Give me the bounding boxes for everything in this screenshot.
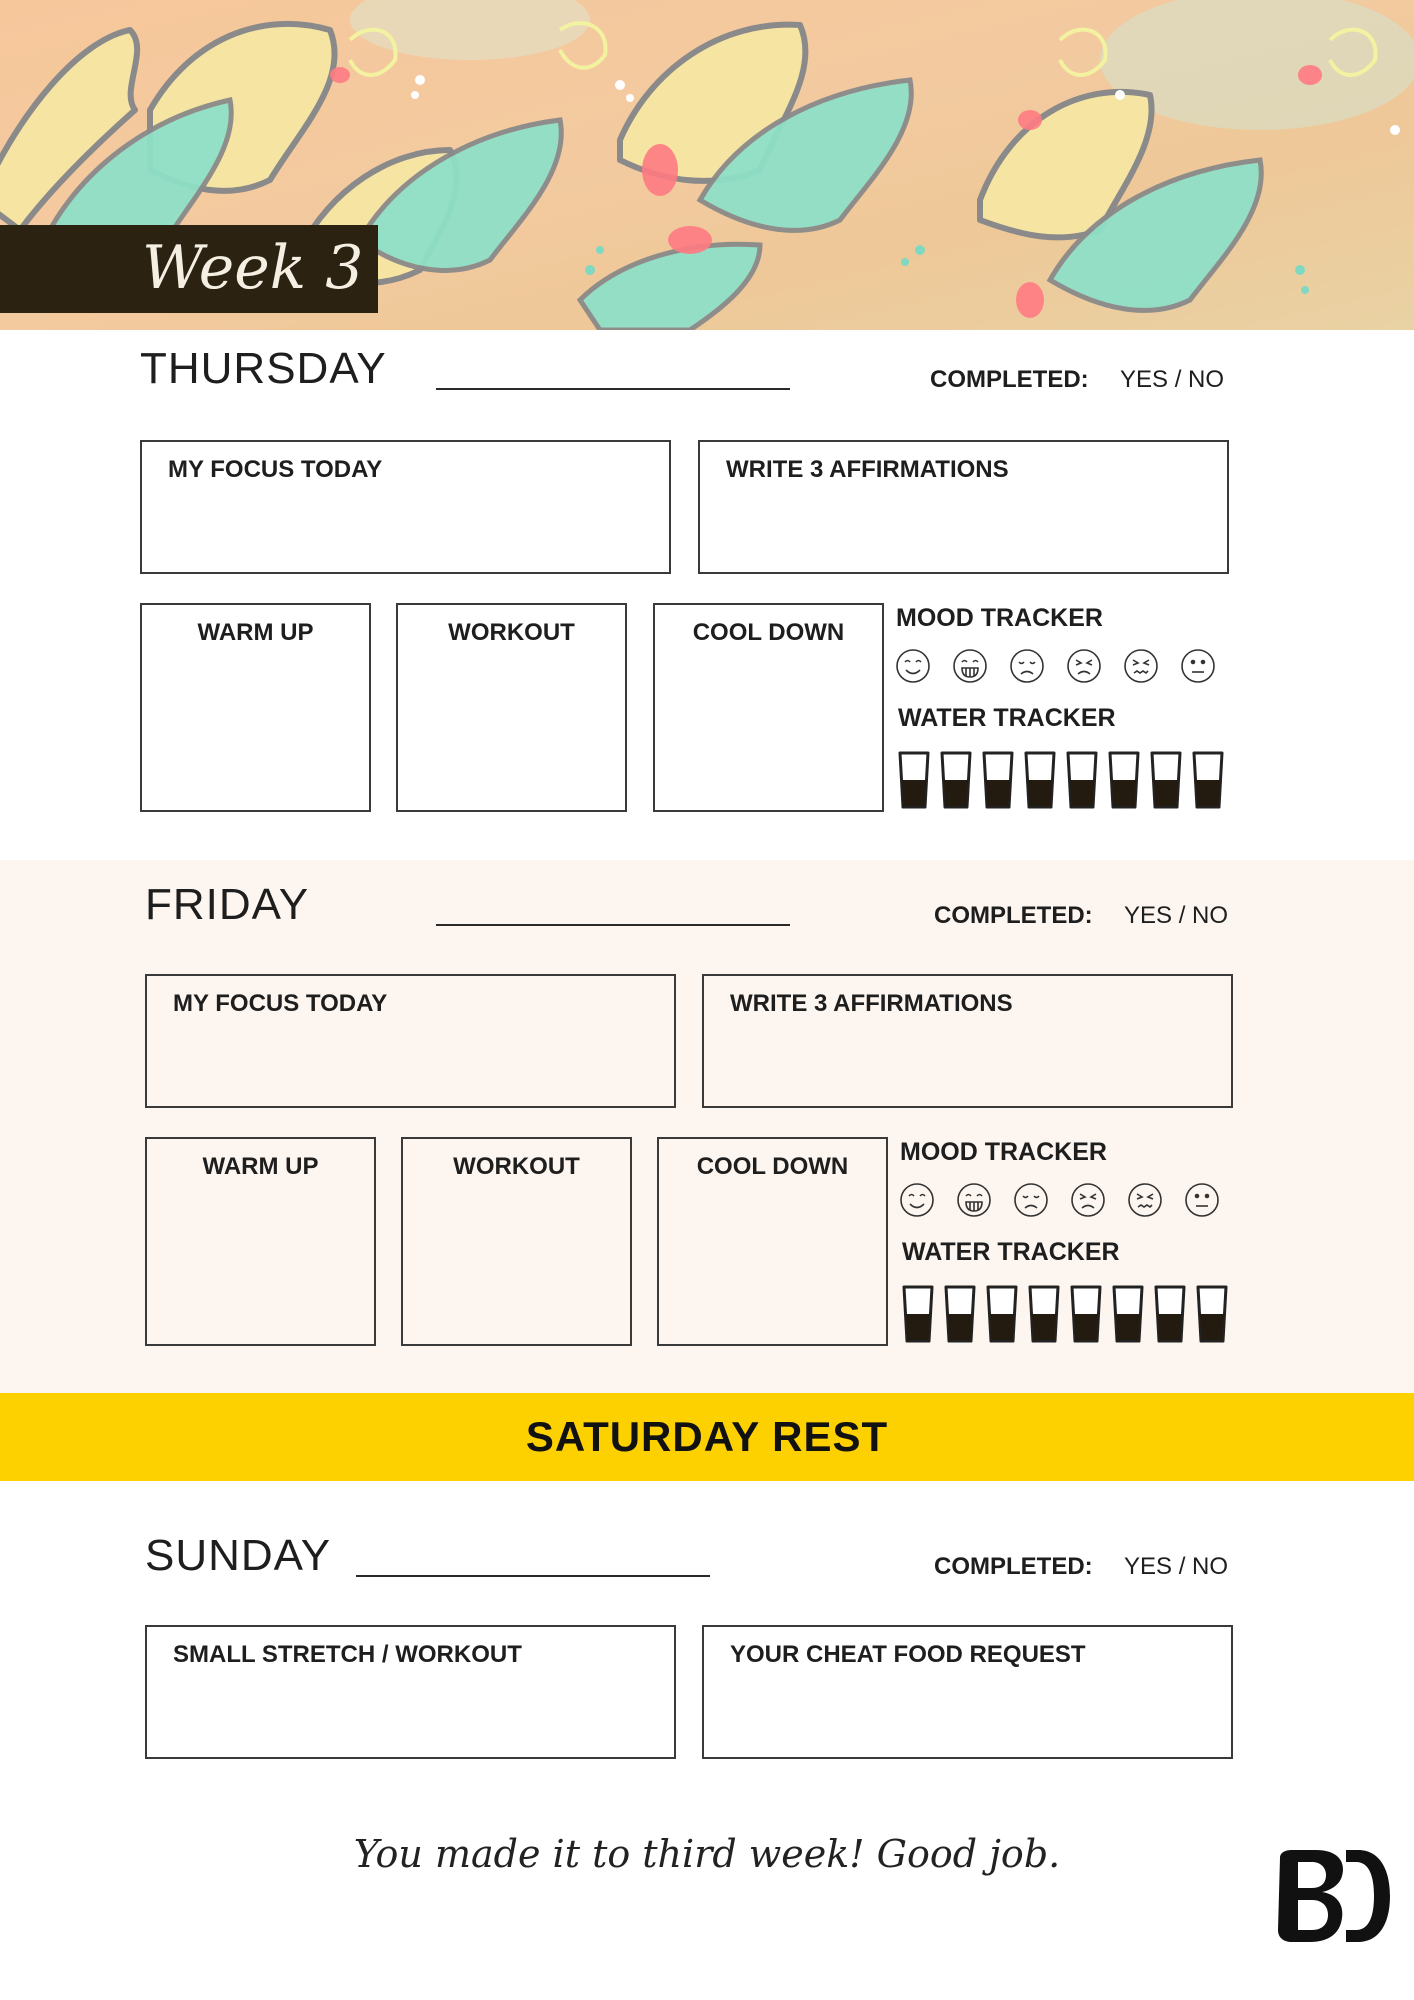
warm-up-box[interactable] [145,1137,376,1346]
date-line[interactable] [436,388,790,390]
box-label: YOUR CHEAT FOOD REQUEST [730,1641,1086,1668]
sad-face-icon[interactable] [1009,648,1045,689]
day-title: SUNDAY [145,1531,332,1580]
completed-yes-no[interactable] [1120,366,1224,394]
saturday-rest-banner [0,1393,1414,1481]
affirmations-box[interactable] [698,440,1229,574]
completed-yes-no[interactable] [1124,902,1228,930]
box-label: WRITE 3 AFFIRMATIONS [730,990,1013,1017]
frustrated-face-icon[interactable] [1066,648,1102,689]
no-option[interactable]: NO [1192,902,1229,929]
footer-message: You made it to third week! Good job. [353,1832,1061,1876]
water-glass-icon[interactable] [1066,750,1098,815]
water-glass-icon[interactable] [1196,1284,1228,1349]
warm-up-box[interactable] [140,603,371,812]
box-label: WRITE 3 AFFIRMATIONS [726,456,1009,483]
box-label: MY FOCUS TODAY [168,456,383,483]
yes-no-separator: / [1172,902,1193,929]
week-title-tag [0,225,378,313]
tired-face-icon[interactable] [1127,1182,1163,1223]
sad-face-icon[interactable] [1013,1182,1049,1223]
yes-no-separator: / [1168,366,1189,393]
water-glass-icon[interactable] [902,1284,934,1349]
affirmations-box[interactable] [702,974,1233,1108]
focus-today-box[interactable] [140,440,671,574]
box-label: SMALL STRETCH / WORKOUT [173,1641,522,1668]
water-glass-icon[interactable] [1108,750,1140,815]
mood-tracker-label: MOOD TRACKER [896,604,1103,632]
sunday-section [0,1481,1414,1781]
brand-logo-icon [1272,1848,1392,1944]
cheat-food-request-box[interactable] [702,1625,1233,1759]
day-title: FRIDAY [145,880,310,929]
water-glass-icon[interactable] [1112,1284,1144,1349]
water-glass-icon[interactable] [982,750,1014,815]
thursday-section [0,330,1414,860]
water-glass-icon[interactable] [986,1284,1018,1349]
cool-down-box[interactable] [653,603,884,812]
water-tracker-label: WATER TRACKER [902,1238,1120,1266]
yes-option[interactable]: YES [1124,1553,1173,1580]
yes-option[interactable]: YES [1124,902,1173,929]
water-glass-icon[interactable] [944,1284,976,1349]
mood-tracker-label: MOOD TRACKER [900,1138,1107,1166]
smiling-face-icon[interactable] [899,1182,935,1223]
box-label: WARM UP [202,1153,319,1180]
cool-down-box[interactable] [657,1137,888,1346]
friday-section [0,860,1414,1393]
water-glass-icon[interactable] [1070,1284,1102,1349]
water-glass-icon[interactable] [1154,1284,1186,1349]
workout-box[interactable] [401,1137,632,1346]
water-glass-icon[interactable] [898,750,930,815]
box-label: WORKOUT [453,1153,580,1180]
week-title: Week 3 [142,233,364,303]
tired-face-icon[interactable] [1123,648,1159,689]
no-option[interactable]: NO [1192,1553,1229,1580]
box-label: COOL DOWN [696,1153,849,1180]
box-label: WORKOUT [448,619,575,646]
date-line[interactable] [436,924,790,926]
neutral-face-icon[interactable] [1184,1182,1220,1223]
neutral-face-icon[interactable] [1180,648,1216,689]
small-stretch-workout-box[interactable] [145,1625,676,1759]
saturday-rest-title: SATURDAY REST [525,1413,889,1460]
focus-today-box[interactable] [145,974,676,1108]
yes-option[interactable]: YES [1120,366,1169,393]
completed-label: COMPLETED: [930,366,1089,393]
box-label: WARM UP [197,619,314,646]
grinning-face-icon[interactable] [956,1182,992,1223]
box-label: COOL DOWN [692,619,845,646]
grinning-face-icon[interactable] [952,648,988,689]
completed-label: COMPLETED: [934,1553,1093,1580]
smiling-face-icon[interactable] [895,648,931,689]
water-glass-icon[interactable] [1028,1284,1060,1349]
box-label: MY FOCUS TODAY [173,990,388,1017]
frustrated-face-icon[interactable] [1070,1182,1106,1223]
date-line[interactable] [356,1575,710,1577]
completed-label: COMPLETED: [934,902,1093,929]
yes-no-separator: / [1172,1553,1193,1580]
workout-box[interactable] [396,603,627,812]
water-glass-icon[interactable] [1192,750,1224,815]
completed-yes-no[interactable] [1124,1553,1228,1581]
water-tracker-label: WATER TRACKER [898,704,1116,732]
day-title: THURSDAY [140,344,387,393]
water-glass-icon[interactable] [1024,750,1056,815]
water-glass-icon[interactable] [1150,750,1182,815]
no-option[interactable]: NO [1188,366,1225,393]
water-glass-icon[interactable] [940,750,972,815]
